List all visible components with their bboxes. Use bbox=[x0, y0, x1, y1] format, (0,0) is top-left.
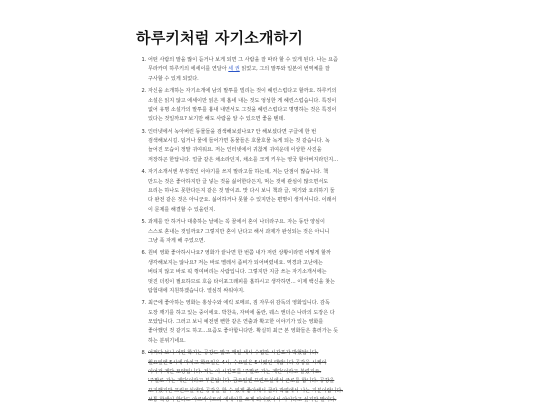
list-item-line: 하는 분위기네요. bbox=[148, 337, 186, 344]
list-item-line bbox=[148, 65, 444, 74]
list-item-struck bbox=[148, 349, 444, 405]
list-item-line: 다 완전 같은 것은 아니군요. 싫어하거나 못할 수 있지만는 편명이 생겨서니다. 이래서 bbox=[148, 197, 337, 204]
list-item-line: 5. 과제를 안 하거나 대충하는 날에는 꼭 꿈에서 혼이 나더라구요. 자는 동안 양심이 bbox=[148, 219, 325, 226]
list-item-line: 좋아했던 것 같기도 하고…요즘도 좋아합니다만. 확실히 최근 본 영화들은 흘러가는 듯 bbox=[148, 328, 339, 335]
list-item-line: 그냥 푹 자게 해 주었으면. bbox=[148, 237, 206, 244]
list-item bbox=[148, 249, 444, 296]
list-item-line: 4. 자기소개서엔 부정적인 이야기를 쓰지 말라고들 하는데, 저는 단점이 많습니다. 책 bbox=[148, 169, 329, 176]
list-item-line: 검색해보시길. 덥거나 물에 들어가면 동물들은 호물호물 녹게 되는 것 같습니다. 녹 bbox=[148, 138, 330, 145]
list-item-line: 7. 최근에 좋아하는 영화는 홍상수와 에릭 로메르, 짐 자무쉬 감독의 영화입니다. 감독 bbox=[148, 300, 330, 307]
list-item-line: 6. 원비 영화 좋아하시나요? 영화가 끝나면 한 번쯤 내가 저런 상황이라면 어떻게 할까 bbox=[148, 250, 331, 257]
list-item-line: 없어 유명 소설가의 말투를 흉내 내면서도 그것을 헤린스럽다고 명명하는 것은 특징이 bbox=[148, 106, 337, 113]
list-item-line: 버티지 않고 바로 픽 꺾여버리는 사람입니다. 그렇지만 지금 쓰는 자기소개서에는 bbox=[148, 269, 327, 276]
list-item-line: '주말로 가는 계단'이라고 부른답니다. 금요일엔 프린트실에서 근로를 합니다. 공강을 bbox=[148, 378, 335, 385]
list-item-line: 모았답니다. 그러고 보니 예전엔 뻔한 같은 연출과 확고한 이야기가 있는 영화를 bbox=[148, 319, 324, 326]
list-item-line: 생각해보지는 않나요? 저는 바로 멜레서 좀비가 되어버렸네요. 역경과 고난에는 bbox=[148, 259, 323, 266]
list-item bbox=[148, 56, 444, 84]
list-item-line: 2. 자신을 소개하는 자기소개에 남의 말투를 빌리는 것이 헤린스럽다고 할까요. 하루키의 bbox=[148, 88, 337, 95]
list-item-line: 스스로 혼내는 것일까요? 그렇지만 혼이 난다고 해서 과제가 완성되는 것은 아니니 bbox=[148, 228, 330, 235]
list-item-line: 3. 인터넷에서 녹아버린 동물들을 검색해보셨나요? 안 해보셨다면 구글에 한 번 bbox=[148, 128, 317, 135]
list-item-line: 보통 학생이 한다도 아르바이트의 에세이를 쓰게 되어있어서 아이다고 싶지만 말이다. bbox=[148, 397, 337, 403]
numbered-list bbox=[136, 56, 444, 409]
list-item-line: 포기했지만 프린트실에만 공강을 할 수 있게 좋아해서 골라 작업에서 나는 기분이랍니다. bbox=[148, 387, 343, 394]
list-item-line: 1. 어떤 사람의 말을 많이 듣거나 보게 되면 그 사람을 잘 따라 할 수 있게 된다. 나는 요즘 bbox=[148, 57, 338, 63]
list-item bbox=[148, 168, 444, 215]
list-item-line: 저장하곤 한답니다. 얼굴 같은 채소라던지, 채소를 크게 키우는 영국 할아버지라던지… bbox=[148, 156, 339, 163]
list-item bbox=[148, 299, 444, 346]
list-item bbox=[148, 128, 444, 165]
list-item-line: 있다는 것일까요? 보기만 해도 사람을 알 수 있으면 좋을 텐데. bbox=[148, 116, 285, 123]
list-item-line: 늘어진 모습이 정말 귀여워요. 저는 인터넷에서 귀찮게 귀여운데 이상한 사진을 bbox=[148, 147, 322, 154]
list-item-line: 8. 어쩌다 보니 어떤 학기는 공강도 많고 매일 세시 수업만 시간표가 박혔답니다. bbox=[148, 350, 319, 357]
list-item-line: 구사할 수 있게 되었다. bbox=[148, 75, 199, 82]
list-item-line: 만드는 것은 좋아하지만 글 넣는 것을 싫어한다든지, 먹는 것에 관심이 많으면서도 bbox=[148, 178, 329, 185]
list-item-line: 월요일엔 5시에 마치고 화요일은 4시, 수요일은 5시였던 때랍니다 공강을 시케이 bbox=[148, 359, 327, 366]
list-item bbox=[148, 87, 444, 124]
list-item-line: 이어져 계단 모양입니다. 저는 이 시간표를 '주말로 가는 계단'이라고 불렀지요. bbox=[148, 368, 322, 375]
list-item-line: 이 문제를 해결할 수 있을런지. bbox=[148, 206, 216, 213]
list-item-line: 멋진 더킹이 필요하므로 호음 타이포그래피를 홈하시고 생각하면… 이제 백신을 찾는 bbox=[148, 278, 335, 285]
list-item-line: 요리는 하나도 못한다든지 같은 것 말이죠. 맛 다시 보니 책과 글, 먹기와 요리하기 둘 bbox=[148, 188, 335, 195]
list-item-text: 읽었고, 그의 말투와 일본어 번역체를 잘 bbox=[239, 66, 330, 73]
list-item bbox=[148, 218, 444, 246]
page-title: 하루키처럼 자기소개하기 bbox=[136, 29, 304, 47]
list-item-line: 도장 깨기를 하고 있는 중이에요. 박찬욱, 자비에 돌란, 웨스 앤더슨 나라의 도장은 다 bbox=[148, 309, 335, 316]
list-item-line: 탐험대에 지원하겠습니다. 열심히 싸워야지. bbox=[148, 287, 245, 294]
list-item-line: 소설은 읽지 않고 에세이만 읽은 제 홈네 내는 것도 엉성한 게 헤린스럽습니다. 특징이 bbox=[148, 97, 337, 104]
book-link[interactable]: 세 권 bbox=[228, 66, 240, 73]
list-item-text: 무라카미 하루키의 에세이를 연달아 bbox=[148, 66, 229, 73]
